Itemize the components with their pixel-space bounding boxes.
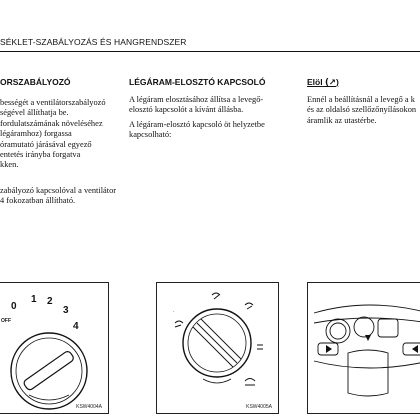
fan-control-text-2 xyxy=(0,186,116,207)
front-mode-text xyxy=(307,95,416,126)
dial-label-0: 0 xyxy=(11,301,17,312)
fan-control-text xyxy=(0,98,106,171)
fan-line-1: bességét a ventilátorszabályozó xyxy=(0,98,106,107)
air-dist-line-2: elosztó kapcsolót a kívánt állásba. xyxy=(129,105,244,115)
dial-label-1: 1 xyxy=(31,294,37,305)
air-distribution-heading: LÉGÁRAM-ELOSZTÓ KAPCSOLÓ xyxy=(129,77,266,87)
air-distribution-paragraph-2 xyxy=(129,120,265,141)
dashboard-figure xyxy=(307,282,420,414)
front-line-3: áramlik az utastérbe. xyxy=(307,115,377,125)
fan-control-heading: ORSZABÁLYOZÓ xyxy=(0,77,71,87)
off-label: OFF xyxy=(1,318,11,324)
figure-code: KSW4005A xyxy=(246,404,272,410)
fan-line-10: 4 fokozatban állítható. xyxy=(0,196,76,206)
vent-face-icon: · xyxy=(173,309,175,315)
fan-line-6: entetés irányba forgatva xyxy=(0,150,81,160)
dial-label-3: 3 xyxy=(63,305,69,316)
figure-code: KSW4004A xyxy=(76,404,102,410)
air-dist-line-3: A légáram-elosztó kapcsoló öt helyzetbe xyxy=(129,120,265,129)
fan-line-4: légáramhoz) forgassa xyxy=(0,129,72,139)
header-divider xyxy=(0,51,420,52)
front-line-1: Ennél a beállításnál a levegő a k xyxy=(307,95,415,104)
fan-line-3: fordulatszámának növeléséhez xyxy=(0,118,103,128)
fan-line-7: kken. xyxy=(0,160,19,170)
face-vent-icon: (↗ xyxy=(324,78,336,88)
air-dist-line-4: kapcsolható: xyxy=(129,130,172,140)
dial-label-4: 4 xyxy=(73,321,79,332)
front-mode-heading xyxy=(307,77,339,88)
dial-label-2: 2 xyxy=(47,296,53,307)
air-distribution-paragraph-1 xyxy=(129,95,263,116)
fan-line-9: zabályozó kapcsolóval a ventilátor xyxy=(0,186,117,195)
front-mode-label: Elöl xyxy=(307,77,323,87)
fan-line-2: ségével állíthatja be. xyxy=(0,108,69,118)
dashboard-drawing xyxy=(308,283,420,413)
fan-line-5: óramutató járásával egyező xyxy=(0,139,92,149)
fan-dial-figure xyxy=(0,282,109,414)
front-mode-paren: ) xyxy=(335,77,339,87)
distribution-dial-drawing xyxy=(157,283,278,413)
air-dist-line-1: A légáram elosztásához állítsa a levegő- xyxy=(129,95,264,104)
air-distribution-figure xyxy=(156,282,279,414)
section-header: SÉKLET-SZABÁLYOZÁS ÉS HANGRENDSZER xyxy=(0,37,187,47)
front-line-2: és az oldalsó szellőzőnyílásokon xyxy=(307,105,417,115)
